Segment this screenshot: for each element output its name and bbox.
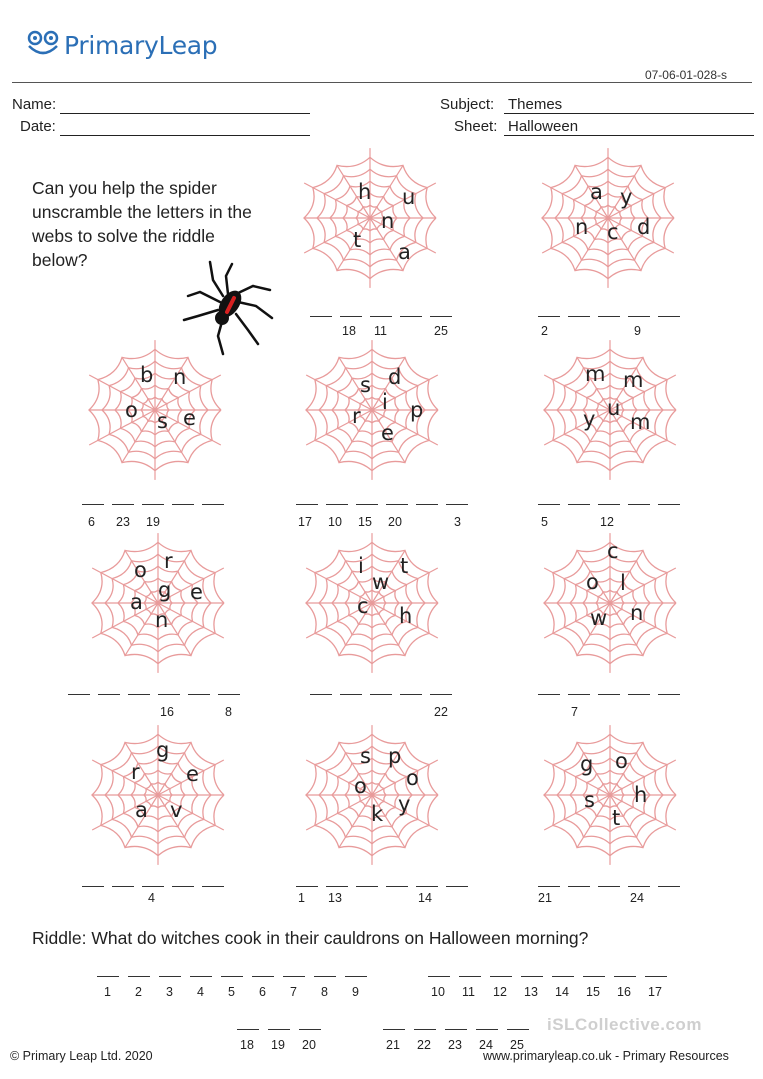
answer-blank[interactable] [386, 494, 408, 505]
web-letter: o [125, 398, 138, 422]
riddle-number: 9 [352, 985, 359, 999]
riddle-blank[interactable] [521, 968, 543, 977]
answer-blank[interactable] [386, 876, 408, 887]
riddle-blank[interactable] [268, 1021, 290, 1030]
web-letter: n [173, 365, 187, 389]
spider-web-icon [287, 330, 457, 490]
web-letter: h [634, 783, 648, 807]
web-letter: o [406, 766, 419, 790]
web-letter: a [590, 180, 603, 204]
web-letter: n [575, 215, 589, 239]
web-letter: g [156, 738, 170, 762]
answer-blank[interactable] [356, 494, 378, 505]
answer-blank[interactable] [538, 684, 560, 695]
web-letter: n [381, 209, 395, 233]
answer-blank[interactable] [568, 684, 590, 695]
riddle-number: 20 [302, 1038, 316, 1052]
riddle-blank[interactable] [299, 1021, 321, 1030]
clue-number: 24 [630, 891, 644, 905]
answer-blank[interactable] [356, 876, 378, 887]
web-letter: u [607, 396, 621, 420]
answer-blank[interactable] [218, 684, 240, 695]
riddle-blank[interactable] [345, 968, 367, 977]
answer-blank[interactable] [296, 876, 318, 887]
web-letter: i [358, 554, 364, 578]
web-letter: e [183, 406, 196, 430]
answer-blank[interactable] [400, 306, 422, 317]
clue-number: 15 [358, 515, 372, 529]
riddle-blank[interactable] [507, 1021, 529, 1030]
clue-number: 8 [225, 705, 232, 719]
riddle-number: 17 [648, 985, 662, 999]
clue-number: 22 [434, 705, 448, 719]
web-letter: i [382, 390, 388, 414]
riddle-blank[interactable] [459, 968, 481, 977]
clue-number: 12 [600, 515, 614, 529]
clue-number: 5 [541, 515, 548, 529]
web-letter: b [140, 363, 154, 387]
web-letter: n [630, 601, 644, 625]
date-label: Date: [20, 118, 56, 135]
web-letter: e [186, 762, 199, 786]
answer-blanks[interactable] [82, 494, 232, 505]
web-letter: a [130, 590, 143, 614]
clue-number: 19 [146, 515, 160, 529]
web-letter: g [580, 752, 594, 776]
riddle-number: 2 [135, 985, 142, 999]
web-letter: c [607, 539, 619, 563]
frog-icon [26, 30, 60, 60]
answer-blank[interactable] [446, 494, 468, 505]
riddle-number: 22 [417, 1038, 431, 1052]
answer-blank[interactable] [658, 306, 680, 317]
header-divider [12, 82, 752, 83]
answer-blank[interactable] [340, 306, 362, 317]
riddle-number: 3 [166, 985, 173, 999]
riddle-blank[interactable] [583, 968, 605, 977]
web-letter: m [585, 362, 606, 386]
primaryleap-logo [26, 30, 217, 60]
answer-blank[interactable] [446, 876, 468, 887]
answer-blank[interactable] [172, 494, 194, 505]
web-letter: e [190, 580, 203, 604]
web-letter: p [410, 398, 424, 422]
web-letter: n [155, 608, 169, 632]
web-letter: a [398, 240, 411, 264]
answer-blank[interactable] [370, 684, 392, 695]
riddle-blank[interactable] [128, 968, 150, 977]
riddle-blank[interactable] [476, 1021, 498, 1030]
web-letter: y [583, 407, 596, 431]
riddle-number: 5 [228, 985, 235, 999]
clue-number: 1 [298, 891, 305, 905]
answer-blank[interactable] [296, 494, 318, 505]
clue-number: 6 [88, 515, 95, 529]
riddle-number: 10 [431, 985, 445, 999]
riddle-blank[interactable] [383, 1021, 405, 1030]
web-letter: c [357, 594, 369, 618]
answer-blank[interactable] [202, 876, 224, 887]
answer-blanks[interactable] [538, 684, 688, 695]
clue-number: 10 [328, 515, 342, 529]
web-letter: r [131, 760, 140, 784]
clue-number: 11 [374, 324, 387, 338]
spider-web-icon [287, 715, 457, 875]
answer-blanks[interactable] [296, 494, 476, 505]
answer-blank[interactable] [142, 876, 164, 887]
answer-blanks[interactable] [296, 876, 476, 887]
watermark: iSLCollective.com [547, 1015, 702, 1034]
spider-web-icon [523, 138, 693, 298]
sheet-label: Sheet: [454, 118, 498, 135]
spider-web-icon [285, 138, 455, 298]
answer-blank[interactable] [598, 494, 620, 505]
answer-blank[interactable] [310, 306, 332, 317]
web-letter: a [135, 798, 148, 822]
answer-blank[interactable] [82, 494, 104, 505]
answer-blank[interactable] [628, 494, 650, 505]
web-letter: o [615, 749, 628, 773]
answer-blank[interactable] [658, 876, 680, 887]
riddle-number: 12 [493, 985, 507, 999]
answer-blank[interactable] [430, 684, 452, 695]
web-letter: d [637, 215, 651, 239]
clue-number: 3 [454, 515, 461, 529]
answer-blanks[interactable] [68, 684, 248, 695]
footer-site: www.primaryleap.co.uk - Primary Resources [483, 1049, 729, 1063]
answer-blank[interactable] [128, 684, 150, 695]
riddle-blank[interactable] [159, 968, 181, 977]
web-letter: p [388, 744, 402, 768]
subject-field[interactable]: Themes [504, 96, 754, 114]
answer-blank[interactable] [538, 876, 560, 887]
answer-blanks[interactable] [310, 684, 460, 695]
clue-number: 14 [418, 891, 432, 905]
answer-blanks[interactable] [538, 876, 688, 887]
clue-number: 9 [634, 324, 641, 338]
riddle-blank[interactable] [490, 968, 512, 977]
answer-blank[interactable] [416, 876, 438, 887]
answer-blank[interactable] [158, 684, 180, 695]
web-letter: s [157, 409, 168, 433]
clue-number: 7 [571, 705, 578, 719]
sheet-field[interactable]: Halloween [504, 118, 754, 136]
answer-blanks[interactable] [538, 494, 688, 505]
answer-blank[interactable] [568, 306, 590, 317]
answer-blank[interactable] [430, 306, 452, 317]
clue-number: 16 [160, 705, 174, 719]
riddle-number: 11 [462, 985, 475, 999]
answer-blank[interactable] [142, 494, 164, 505]
answer-blank[interactable] [400, 684, 422, 695]
web-letter: g [158, 578, 172, 602]
riddle-number: 6 [259, 985, 266, 999]
web-letter: m [623, 368, 644, 392]
answer-blank[interactable] [340, 684, 362, 695]
riddle-blank[interactable] [252, 968, 274, 977]
web-letter: o [586, 570, 599, 594]
riddle-number: 4 [197, 985, 204, 999]
riddle-blank[interactable] [314, 968, 336, 977]
clue-number: 23 [116, 515, 130, 529]
answer-blank[interactable] [628, 684, 650, 695]
web-letter: t [400, 554, 409, 578]
answer-blank[interactable] [172, 876, 194, 887]
web-letter: h [358, 180, 372, 204]
footer-copyright: © Primary Leap Ltd. 2020 [10, 1049, 153, 1063]
clue-number: 18 [342, 324, 356, 338]
web-letter: m [630, 410, 651, 434]
answer-blank[interactable] [112, 494, 134, 505]
answer-blank[interactable] [568, 876, 590, 887]
answer-blank[interactable] [658, 494, 680, 505]
spider-web-icon [73, 523, 243, 683]
web-letter: t [353, 228, 362, 252]
answer-blank[interactable] [416, 494, 438, 505]
riddle-number: 23 [448, 1038, 462, 1052]
clue-number: 2 [541, 324, 548, 338]
answer-blank[interactable] [112, 876, 134, 887]
web-letter: y [620, 185, 633, 209]
web-letter: k [371, 802, 384, 826]
answer-blank[interactable] [538, 306, 560, 317]
riddle-blank[interactable] [97, 968, 119, 977]
riddle-blank[interactable] [221, 968, 243, 977]
riddle-number: 1 [104, 985, 111, 999]
clue-number: 20 [388, 515, 402, 529]
web-letter: d [388, 365, 402, 389]
riddle-blank[interactable] [237, 1021, 259, 1030]
logo-text: PrimaryLeap [64, 30, 218, 60]
riddle-blank[interactable] [645, 968, 667, 977]
answer-blank[interactable] [202, 494, 224, 505]
web-letter: o [134, 558, 147, 582]
name-label: Name: [12, 96, 57, 113]
answer-blank[interactable] [326, 876, 348, 887]
clue-number: 25 [434, 324, 448, 338]
web-letter: o [354, 774, 367, 798]
answer-blanks[interactable] [310, 306, 460, 317]
riddle-blank[interactable] [190, 968, 212, 977]
answer-blank[interactable] [370, 306, 392, 317]
riddle-number: 14 [555, 985, 569, 999]
answer-blank[interactable] [310, 684, 332, 695]
answer-blank[interactable] [598, 684, 620, 695]
web-letter: s [360, 373, 371, 397]
web-letter: s [584, 788, 595, 812]
answer-blank[interactable] [598, 306, 620, 317]
web-letter: c [607, 220, 619, 244]
web-letter: l [620, 571, 626, 595]
sheet-code: 07-06-01-028-s [644, 68, 727, 82]
answer-blank[interactable] [628, 306, 650, 317]
clue-number: 13 [328, 891, 342, 905]
answer-blanks[interactable] [82, 876, 232, 887]
riddle-number: 21 [386, 1038, 400, 1052]
answer-blanks[interactable] [538, 306, 688, 317]
riddle-number: 16 [617, 985, 631, 999]
web-letter: e [381, 421, 394, 445]
riddle-number: 15 [586, 985, 600, 999]
web-letter: t [612, 806, 621, 830]
spider-web-icon [525, 715, 695, 875]
riddle-question: Riddle: What do witches cook in their cauldrons on Halloween morning? [32, 928, 589, 948]
web-letter: h [399, 604, 413, 628]
web-letter: r [352, 404, 361, 428]
name-field[interactable] [60, 96, 310, 114]
web-letter: r [164, 549, 173, 573]
clue-number: 21 [538, 891, 552, 905]
subject-label: Subject: [440, 96, 495, 113]
web-letter: w [372, 570, 390, 594]
answer-blank[interactable] [598, 876, 620, 887]
date-field[interactable] [60, 118, 310, 136]
riddle-blank[interactable] [445, 1021, 467, 1030]
riddle-blank[interactable] [614, 968, 636, 977]
answer-blank[interactable] [628, 876, 650, 887]
riddle-number: 19 [271, 1038, 285, 1052]
web-letter: w [590, 606, 608, 630]
answer-blank[interactable] [98, 684, 120, 695]
answer-blank[interactable] [188, 684, 210, 695]
riddle-number: 7 [290, 985, 297, 999]
riddle-number: 8 [321, 985, 328, 999]
riddle-number: 18 [240, 1038, 254, 1052]
answer-blank[interactable] [326, 494, 348, 505]
riddle-blank[interactable] [414, 1021, 436, 1030]
web-letter: u [402, 185, 416, 209]
web-letter: y [398, 792, 411, 816]
answer-blank[interactable] [658, 684, 680, 695]
web-letter: s [360, 744, 371, 768]
riddle-number: 24 [479, 1038, 493, 1052]
riddle-blank[interactable] [552, 968, 574, 977]
clue-number: 4 [148, 891, 155, 905]
spider-web-icon [287, 523, 457, 683]
answer-blank[interactable] [68, 684, 90, 695]
clue-number: 17 [298, 515, 312, 529]
riddle-blank[interactable] [428, 968, 450, 977]
instructions-text: Can you help the spider unscramble the letters in the webs to solve the riddle below? [32, 178, 252, 270]
web-letter: v [170, 798, 183, 822]
answer-blank[interactable] [568, 494, 590, 505]
riddle-blank[interactable] [283, 968, 305, 977]
riddle-number: 25 [510, 1038, 524, 1052]
riddle-number: 13 [524, 985, 538, 999]
answer-blank[interactable] [538, 494, 560, 505]
spider-web-icon [70, 330, 240, 490]
answer-blank[interactable] [82, 876, 104, 887]
